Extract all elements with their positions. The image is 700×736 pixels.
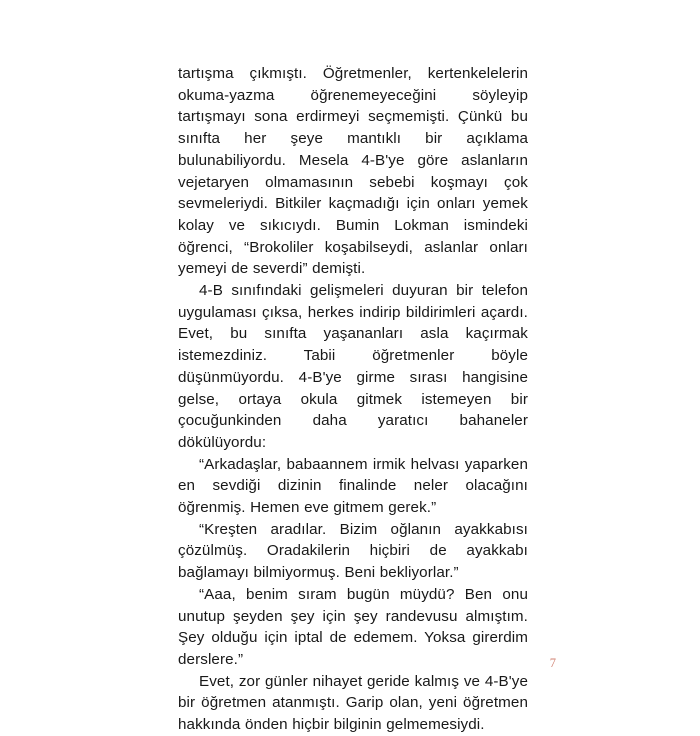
paragraph: Evet, zor günler nihayet geride kalmış ve 4-B'ye bir öğretmen atanmıştı. Garip olan, yeni öğretmen hakkında önden hiçbir bilginin gelmemesiydi. xyxy=(178,672,528,734)
paragraph-dialogue: “Kreşten aradılar. Bizim oğlanın ayakkabısı çözülmüş. Oradakilerin hiçbiri de ayakkabı bağlamayı bilmiyormuş. Beni bekliyorlar.” xyxy=(178,520,528,582)
paragraph-dialogue: “Aaa, benim sıram bugün müydü? Ben onu unutup şeyden şey için şey randevusu almıştım. Şey olduğu için iptal de edemem. Yoksa girerdim derslere.” xyxy=(178,585,528,668)
paragraph-continued: tartışma çıkmıştı. Öğretmenler, kertenkelelerin okuma-yazma öğrenemeyeceğini söyleyip tartışmayı sona erdirmeyi seçmemişti. Çünkü bu sınıfta her şeye mantıklı bir açıklama bulunabiliyordu. Mesela 4-B'ye göre aslanların vejetaryen olmamasının sebebi koşmayı çok sevmeleriydi. Bitkiler kaçmadığı için onları yemek kolay ve sıkıcıydı. Bumin Lokman ismindeki öğrenci, “Brokoliler koşabilseydi, aslanlar onları yemeyi de severdi” demişti. xyxy=(178,65,528,278)
page-number: 7 xyxy=(549,656,556,670)
paragraph: 4-B sınıfındaki gelişmeleri duyuran bir telefon uygulaması çıksa, herkes indirip bildirimleri açardı. Evet, bu sınıfta yaşananları asla kaçırmak istemezdiniz. Tabii öğretmenler böyle düşünmüyordu. 4-B'ye girme sırası hangisine gelse, ortaya okula gitmek istemeyen bir çocuğunkinden daha yaratıcı bahaneler dökülüyordu: xyxy=(178,282,528,451)
paragraph-dialogue: “Arkadaşlar, babaannem irmik helvası yaparken en sevdiği dizinin finalinde neler olacağını öğrenmiş. Hemen eve gitmem gerek.” xyxy=(178,455,528,517)
page-text-column xyxy=(178,63,528,736)
